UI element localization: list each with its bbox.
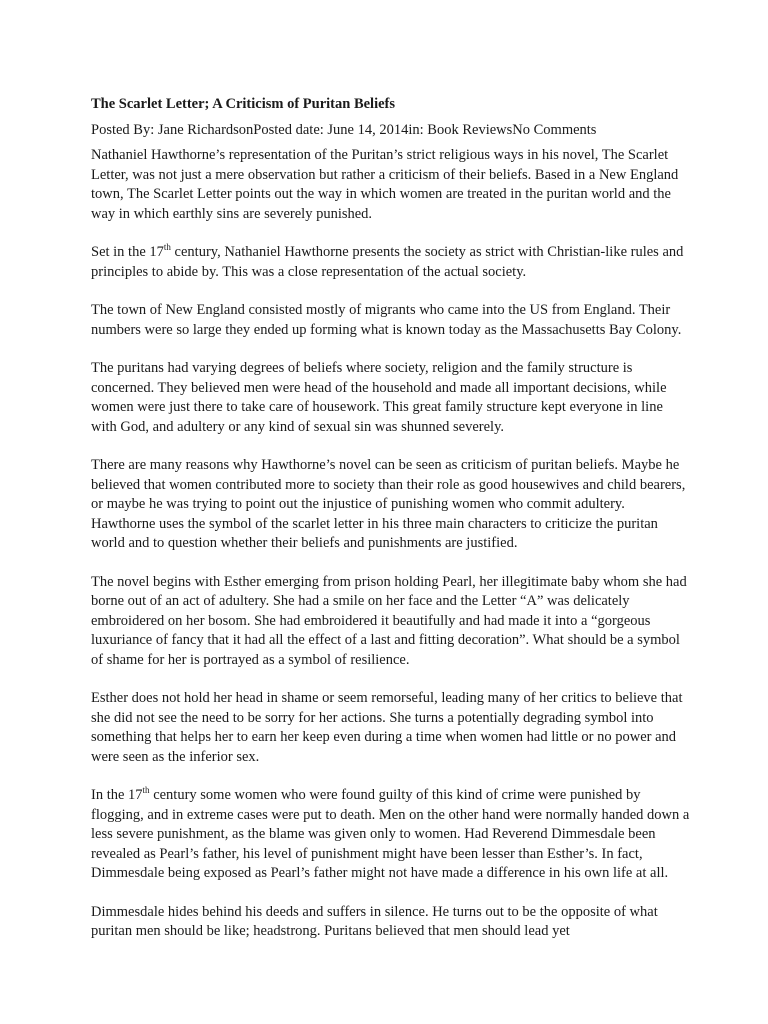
article-meta: Posted By: Jane RichardsonPosted date: June 14, 2014in: Book ReviewsNo Comments bbox=[91, 122, 597, 138]
paragraph-3: The town of New England consisted mostly of migrants who came into the US from England. Their numbers were so large they ended up forming what is known today as the Massachusetts Bay Colony. bbox=[91, 302, 682, 338]
paragraph-9: Dimmesdale hides behind his deeds and suffers in silence. He turns out to be the opposite of what puritan men should be like; headstrong. Puritans believed that men should lead yet bbox=[91, 903, 658, 939]
paragraph-6: The novel begins with Esther emerging from prison holding Pearl, her illegitimate baby whom she had borne out of an act of adultery. She had a smile on her face and the Letter “A” was delicately embroidered on her bosom. She had embroidered it beautifully and had made it into a “gorgeous luxuriance of fancy that it had all the effect of a last and fitting decoration”. What should be a symbol of shame for her is portrayed as a symbol of resilience. bbox=[91, 573, 687, 668]
paragraph-5: There are many reasons why Hawthorne’s novel can be seen as criticism of puritan beliefs. Maybe he believed that women contributed more to society than their role as good housewives and child bearers, or maybe he was trying to point out the injustice of punishing women who commit adultery. Hawthorne uses the symbol of the scarlet letter in his three main characters to criticize the puritan world and to question whether their beliefs and punishments are justified. bbox=[91, 457, 686, 551]
paragraph-8-start: In the 17 bbox=[91, 787, 143, 803]
document-page bbox=[91, 94, 691, 961]
paragraph-8 bbox=[91, 786, 691, 884]
paragraph-1: Nathaniel Hawthorne’s representation of the Puritan’s strict religious ways in his novel, The Scarlet Letter, was not just a mere observation but rather a criticism of their beliefs. Based in a New England town, The Scarlet Letter points out the way in which women are treated in the puritan world and the way in which earthly sins are severely punished. bbox=[91, 147, 679, 222]
paragraph-2 bbox=[91, 243, 691, 282]
article-title: The Scarlet Letter; A Criticism of Puritan Beliefs bbox=[91, 96, 396, 112]
paragraph-2-rest: century, Nathaniel Hawthorne presents the society as strict with Christian-like rules and principles to abide by. This was a close representation of the actual society. bbox=[91, 244, 684, 280]
ordinal-suffix: th bbox=[142, 785, 150, 796]
paragraph-4: The puritans had varying degrees of beliefs where society, religion and the family structure is concerned. They believed men were head of the household and made all important decisions, while women were just there to take care of housework. This great family structure kept everyone in line with God, and adultery or any kind of sexual sin was shunned severely. bbox=[91, 360, 667, 435]
paragraph-8-rest: century some women who were found guilty of this kind of crime were punished by flogging, and in extreme cases were put to death. Men on the other hand were normally handed down a less severe punishment, as the blame was given only to women. Had Reverend Dimmesdale been revealed as Pearl’s father, his level of punishment might have been lesser than Esther’s. In fact, Dimmesdale being exposed as Pearl’s father might not have made a difference in his own life at all. bbox=[91, 787, 690, 881]
ordinal-suffix: th bbox=[163, 242, 171, 253]
paragraph-7: Esther does not hold her head in shame or seem remorseful, leading many of her critics to believe that she did not see the need to be sorry for her actions. She turns a potentially degrading symbol into something that helps her to earn her keep even during a time when women had little or no power and were seen as the inferior sex. bbox=[91, 690, 683, 765]
paragraph-2-start: Set in the 17 bbox=[91, 244, 164, 260]
